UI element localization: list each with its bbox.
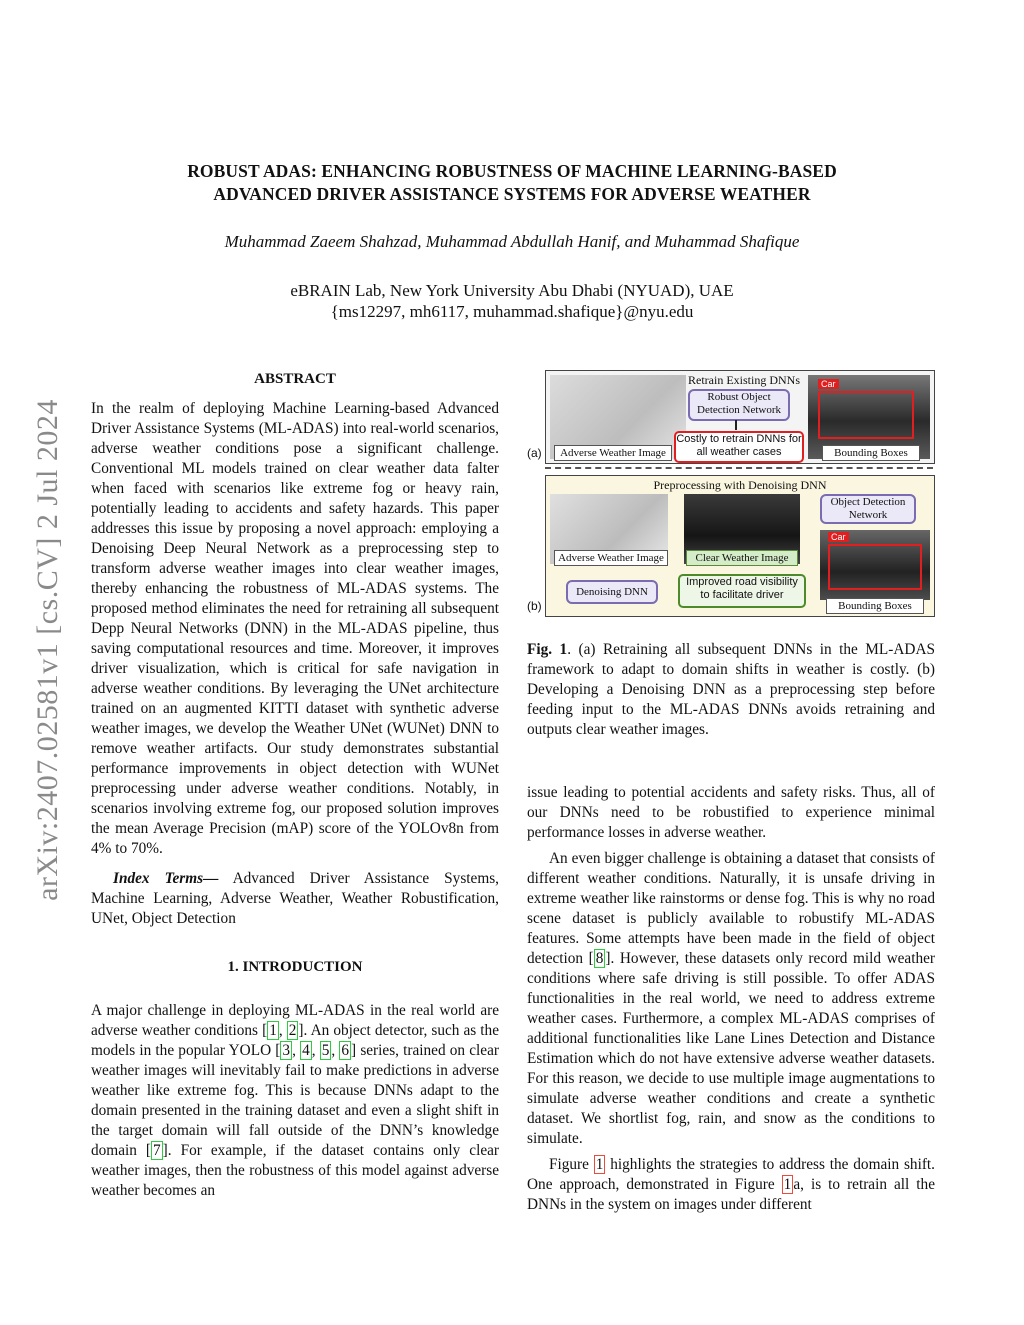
- right-text-a: An even bigger challenge is obtaining a dataset that consists of different weather conditions. Naturally, it is unsafe driving in extreme weather like rainstorms or dense fog. This is why no road scene dataset is publicly available to robustify ML-ADAS features. Some attempts have been made in the field of object detection: [527, 850, 935, 967]
- object-detection-network: Object Detection Network: [820, 494, 916, 524]
- panel-b-label: (b): [527, 599, 542, 613]
- caption-text: . (a) Retraining all subsequent DNNs in the ML-ADAS framework to adapt to domain shifts in weather is costly. (b) Developing a Denoising DNN as a preprocessing step before feeding input to the ML-ADAS DNNs avoids retraining and outputs clear weather images.: [527, 641, 935, 738]
- car-tag: Car: [818, 379, 839, 389]
- visibility-note: Improved road visibility to facilitate driver: [678, 574, 806, 608]
- figure-1: [527, 368, 937, 618]
- citation-link[interactable]: 4: [302, 1042, 310, 1059]
- title-line-1: ROBUST ADAS: ENHANCING ROBUSTNESS OF MACHINE LEARNING-BASED: [187, 161, 837, 181]
- intro-paragraph: A major challenge in deploying ML-ADAS in the real world are adverse weather conditions [ 1 , 2 ]. An object detector, such as the models in the popular YOLO [ 3 , 4 , 5 , 6 ] series, trained on clear weather images will inevitably fail to make predictions in adverse weather like extreme fog. This is because DNNs adapt to the domain presented in the training dataset and even a slight shift in the target domain will fall outside of the DNN’s knowledge domain [ 7 ]. For example, if the dataset contains only clear weather images, then the robustness of this model against adverse weather becomes an: [91, 1002, 499, 1199]
- right-text-c: Figure: [549, 1156, 594, 1173]
- citation-link[interactable]: 7: [153, 1142, 161, 1159]
- affiliation: eBRAIN Lab, New York University Abu Dhabi (NYUAD), UAE: [290, 281, 734, 300]
- index-terms-text: Advanced Driver Assistance Systems, Machine Learning, Adverse Weather, Weather Robustification, UNet, Object Detection: [91, 870, 500, 927]
- citation-link[interactable]: 3: [282, 1042, 291, 1059]
- arxiv-identifier: arXiv:2407.02581v1 [cs.CV] 2 Jul 2024: [31, 399, 64, 901]
- abstract-heading: ABSTRACT: [254, 371, 336, 387]
- citation-link[interactable]: 8: [595, 950, 604, 967]
- right-paragraph-1: issue leading to potential accidents and safety risks. Thus, all of our DNNs need to be robustified to experience minimal performance losses in adverse weather.: [527, 784, 935, 841]
- bounding-boxes-label-b: Bounding Boxes: [826, 598, 924, 614]
- caption-label: Fig. 1: [527, 641, 568, 658]
- citation-link[interactable]: 6: [341, 1042, 350, 1059]
- intro-text-b: . An object detector, such as the models in the popular YOLO: [91, 1022, 499, 1059]
- bounding-boxes-label: Bounding Boxes: [822, 445, 920, 461]
- retrain-title: Retrain Existing DNNs: [688, 373, 800, 387]
- emails: {ms12297, mh6117, muhammad.shafique}@nyu.edu: [330, 302, 694, 321]
- intro-text-d: . For example, if the dataset contains only clear weather images, then the robustness of this model against adverse weather becomes an: [91, 1142, 499, 1199]
- citation-link[interactable]: 1: [269, 1022, 277, 1039]
- figure-reference-link[interactable]: 1: [783, 1176, 792, 1193]
- intro-text-a: A major challenge in deploying ML-ADAS in the real world are adverse weather conditions: [91, 1002, 499, 1039]
- index-terms-label: Index Terms—: [113, 870, 219, 887]
- costly-note: Costly to retrain DNNs for all weather cases: [674, 431, 804, 463]
- arrow-down: [735, 420, 737, 430]
- figure-panel-a: [545, 370, 935, 464]
- abstract-text: In the realm of deploying Machine Learning-based Advanced Driver Assistance Systems (ML-ADAS) into real-world scenarios, adverse weather conditions pose a significant challenge. Conventional ML models trained on clear weather data falter when faced with scenarios like extreme fog or heavy rain, potentially leading to accidents and safety hazards. This paper addresses this issue by proposing a novel approach: employing a Denoising Deep Neural Network as a preprocessing step to transform adverse weather images into clear weather images, thereby enhancing the robustness of ML-ADAS systems. The proposed method eliminates the need for retraining all subsequent Depp Neural Networks (DNN) in the ML-ADAS pipeline, thus saving computational resources and time. Moreover, it improves driver visualization, which is critical for safe navigation in adverse weather conditions. By leveraging the UNet architecture trained on an augmented KITTI dataset with synthetic adverse weather images, we develop the Weather UNet (WUNet) DNN to remove weather artifacts. Our study demonstrates substantial performance improvements in object detection with WUNet preprocessing under adverse weather conditions. Notably, in scenarios involving extreme fog, our proposed solution improves the mean Average Precision (mAP) score of the YOLOv8n from 4% to 70%.: [91, 400, 499, 857]
- figure-reference-link[interactable]: 1: [595, 1156, 604, 1173]
- figure-panel-b: [545, 475, 935, 617]
- left-column: [91, 369, 499, 1201]
- title-line-2: ADVANCED DRIVER ASSISTANCE SYSTEMS FOR ADVERSE WEATHER: [213, 184, 811, 204]
- authors: Muhammad Zaeem Shahzad, Muhammad Abdullah Hanif, and Muhammad Shafique: [224, 232, 800, 251]
- paper-title: [90, 160, 934, 206]
- adverse-weather-label: Adverse Weather Image: [554, 445, 672, 461]
- bounding-box-photo-b: [820, 530, 930, 600]
- robust-od-network: Robust Object Detection Network: [688, 389, 790, 421]
- intro-heading: 1. INTRODUCTION: [227, 959, 363, 975]
- affiliation-block: [90, 280, 934, 322]
- index-terms: [91, 869, 499, 929]
- figure-caption: [527, 640, 935, 740]
- intro-text-c: series, trained on clear weather images will inevitably fail to make predictions in adverse weather like extreme fog. This is because DNNs adapt to the domain presented in the training dataset and even a slight shift in the target domain will fall outside of the DNN’s knowledge domain: [91, 1042, 499, 1159]
- panel-separator: [545, 467, 933, 469]
- car-tag-b: Car: [828, 532, 849, 542]
- panel-a-label: (a): [527, 446, 542, 460]
- citation-link[interactable]: 5: [321, 1042, 330, 1059]
- denoising-dnn: Denoising DNN: [566, 580, 658, 604]
- right-text-e: a, is to retrain all the DNNs in the system on images under different: [527, 1176, 935, 1213]
- preprocess-title: Preprocessing with Denoising DNN: [653, 478, 827, 492]
- bounding-box: [818, 391, 914, 439]
- right-paragraph-3: [527, 1155, 935, 1215]
- right-text-b: . However, these datasets only record mild weather conditions where safe driving is still possible. To offer ADAS functionalities in the real world, we need to address extreme weather cases. Furthermore, a complex ML-ADAS comprises of additional functionalities like Lane Lines Detection and Distance Estimation which do not have extensive adverse weather datasets. For this reason, we decide to use multiple image augmentations to simulate adverse weather conditions and create a synthetic dataset. We shortlist fog, rain, and snow as the conditions to simulate.: [527, 950, 936, 1147]
- adverse-weather-label-b: Adverse Weather Image: [554, 550, 668, 566]
- right-text-d: highlights the strategies to address the domain shift. One approach, demonstrated in Figure: [527, 1156, 936, 1193]
- right-column: [527, 783, 935, 1215]
- right-paragraph-2: An even bigger challenge is obtaining a dataset that consists of different weather conditions. Naturally, it is unsafe driving in extreme weather like rainstorms or dense fog. This is why no road scene dataset is publicly available to robustify ML-ADAS features. Some attempts have been made in the field of object detection [ 8 ]. However, these datasets only record mild weather conditions where safe driving is still possible. To offer ADAS functionalities in the real world, we need to address extreme weather cases. Furthermore, a complex ML-ADAS comprises of additional functionalities like Lane Lines Detection and Distance Estimation which do not have extensive adverse weather datasets. For this reason, we decide to use multiple image augmentations to simulate adverse weather conditions and create a synthetic dataset. We shortlist fog, rain, and snow as the conditions to simulate.: [527, 850, 936, 1147]
- bounding-box-b: [828, 544, 922, 590]
- clear-weather-label: Clear Weather Image: [686, 550, 798, 566]
- citation-link[interactable]: 2: [288, 1022, 297, 1039]
